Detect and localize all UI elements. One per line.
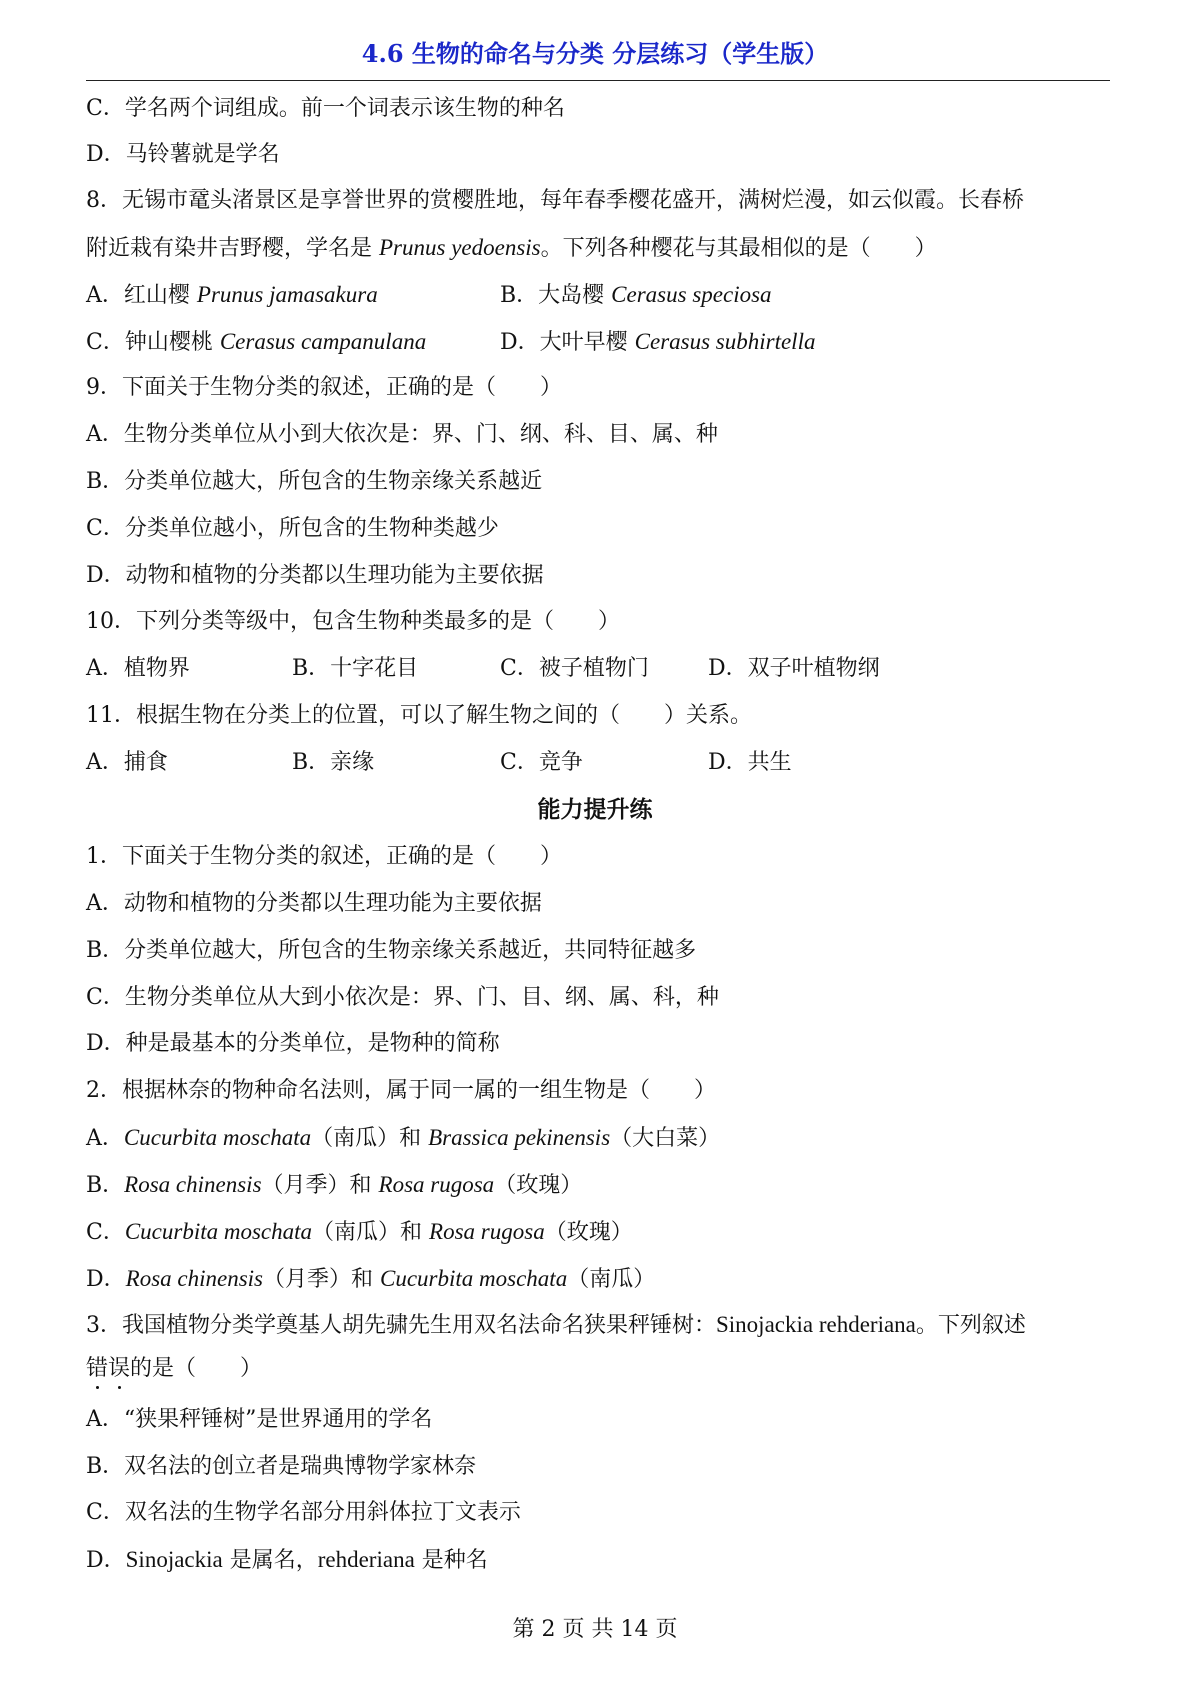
p2-option-d-label: D． (86, 1267, 126, 1292)
q9-option-d: D．动物和植物的分类都以生理功能为主要依据 (86, 563, 544, 588)
p1-option-a: A．动物和植物的分类都以生理功能为主要依据 (86, 891, 542, 916)
p3-stem-line2: 错误的是（ ） (86, 1356, 263, 1381)
q9-option-b: B．分类单位越大，所包含的生物亲缘关系越近 (86, 469, 543, 494)
p2-option-b-sci1: Rosa chinensis (124, 1172, 262, 1197)
p1-option-c: C．生物分类单位从大到小依次是：界、门、目、纲、属、科，种 (86, 985, 719, 1010)
p2-option-a-mid: （南瓜）和 (311, 1126, 429, 1151)
q11-option-a: A．捕食 (86, 750, 168, 775)
p2-option-b-end: （玫瑰） (494, 1173, 583, 1198)
q8-option-d-label: D．大叶早樱 (500, 330, 635, 355)
p1-option-b: B．分类单位越大，所包含的生物亲缘关系越近，共同特征越多 (86, 938, 697, 963)
q11-option-c: C．竞争 (500, 750, 583, 775)
q9-stem: 9．下面关于生物分类的叙述，正确的是（ ） (86, 375, 562, 400)
q8-option-c-sci: Cerasus campanulana (219, 329, 427, 354)
p2-stem: 2．根据林奈的物种命名法则，属于同一属的一组生物是（ ） (86, 1078, 716, 1103)
q11-stem: 11．根据生物在分类上的位置，可以了解生物之间的（ ）关系。 (86, 703, 752, 728)
q8-option-d (500, 327, 815, 358)
q10-option-a: A．植物界 (86, 656, 190, 681)
p2-option-c-label: C． (86, 1220, 125, 1245)
q9-option-a: A．生物分类单位从小到大依次是：界、门、纲、科、目、属、种 (86, 422, 718, 447)
p3-option-d-mid: 是属名， (222, 1548, 318, 1573)
p2-option-c-end: （玫瑰） (544, 1220, 633, 1245)
q8-option-c (86, 327, 426, 358)
p2-option-c-mid: （南瓜）和 (312, 1220, 430, 1245)
header-divider (86, 80, 1110, 81)
emphasis-dot (96, 1386, 99, 1389)
q8-option-b-label: B．大岛樱 (500, 283, 612, 308)
p3-stem-line1 (86, 1310, 1026, 1341)
page-number: 第 2 页 共 14 页 (512, 1617, 678, 1642)
p1-stem: 1．下面关于生物分类的叙述，正确的是（ ） (86, 844, 562, 869)
p2-option-d-sci2: Cucurbita moschata (380, 1266, 568, 1291)
p1-option-d: D．种是最基本的分类单位，是物种的简称 (86, 1031, 500, 1056)
q10-option-d: D．双子叶植物纲 (708, 656, 880, 681)
emphasis-dot (118, 1386, 121, 1389)
p2-option-a (86, 1123, 720, 1154)
q10-option-b: B．十字花目 (292, 656, 419, 681)
p3-option-d (86, 1545, 488, 1576)
p3-stem-text-end: 。下列叙述 (915, 1313, 1026, 1338)
q8-sci-name: Prunus yedoensis (379, 235, 541, 260)
p2-option-c (86, 1217, 633, 1248)
p3-stem-text: 3．我国植物分类学奠基人胡先骕先生用双名法命名狭果秤锤树： (86, 1313, 716, 1338)
q8-option-c-label: C．钟山樱桃 (86, 330, 220, 355)
p2-option-c-sci2: Rosa rugosa (429, 1219, 545, 1244)
p2-option-d (86, 1264, 655, 1295)
q8-option-a-sci: Prunus jamasakura (196, 282, 378, 307)
q8-option-b (500, 280, 772, 311)
p3-latin-name: Sinojackia rehderiana (716, 1312, 916, 1337)
p2-option-a-sci2: Brassica pekinensis (428, 1125, 611, 1150)
q7-option-d: D．马铃薯就是学名 (86, 142, 280, 167)
section-heading: 能力提升练 (537, 796, 653, 823)
p3-option-c: C．双名法的生物学名部分用斜体拉丁文表示 (86, 1500, 521, 1525)
p2-option-d-end: （南瓜） (567, 1267, 656, 1292)
page-header-title: 4.6 生物的命名与分类 分层练习（学生版） (361, 39, 829, 68)
p3-option-d-species: rehderiana (317, 1547, 415, 1572)
q9-option-c: C．分类单位越小，所包含的生物种类越少 (86, 516, 499, 541)
p2-option-b (86, 1170, 582, 1201)
q8-option-a-label: A．红山樱 (86, 283, 197, 308)
p3-option-d-label: D． (86, 1548, 126, 1573)
q10-stem: 10．下列分类等级中，包含生物种类最多的是（ ） (86, 609, 620, 634)
p2-option-a-end: （大白菜） (610, 1126, 721, 1151)
p3-option-a: A．“狭果秤锤树”是世界通用的学名 (86, 1407, 433, 1432)
q8-option-a (86, 280, 378, 311)
p2-option-b-label: B． (86, 1173, 125, 1198)
p3-option-b: B．双名法的创立者是瑞典博物学家林奈 (86, 1454, 477, 1479)
p2-option-d-mid: （月季）和 (263, 1267, 380, 1292)
p2-option-c-sci1: Cucurbita moschata (124, 1219, 313, 1244)
p2-option-b-mid: （月季）和 (261, 1173, 379, 1198)
p2-option-d-sci1: Rosa chinensis (125, 1266, 263, 1291)
q8-option-b-sci: Cerasus speciosa (611, 282, 772, 307)
q8-stem-line2-text: 附近栽有染井吉野樱，学名是 (86, 236, 379, 261)
p2-option-a-sci1: Cucurbita moschata (123, 1125, 312, 1150)
q8-option-d-sci: Cerasus subhirtella (634, 329, 816, 354)
q11-option-b: B．亲缘 (292, 750, 375, 775)
q8-stem-line2 (86, 233, 937, 264)
q8-stem-line2-end: 。下列各种樱花与其最相似的是（ ） (540, 236, 937, 261)
q10-option-c: C．被子植物门 (500, 656, 649, 681)
q7-option-c: C．学名两个词组成。前一个词表示该生物的种名 (86, 96, 565, 121)
q11-option-d: D．共生 (708, 750, 792, 775)
p3-option-d-genus: Sinojackia (125, 1547, 223, 1572)
p2-option-a-label: A． (86, 1126, 124, 1151)
p3-option-d-end: 是种名 (414, 1548, 488, 1573)
p2-option-b-sci2: Rosa rugosa (378, 1172, 495, 1197)
q8-stem-line1: 8．无锡市鼋头渚景区是享誉世界的赏樱胜地，每年春季樱花盛开，满树烂漫，如云似霞。长春桥 (86, 188, 1025, 213)
